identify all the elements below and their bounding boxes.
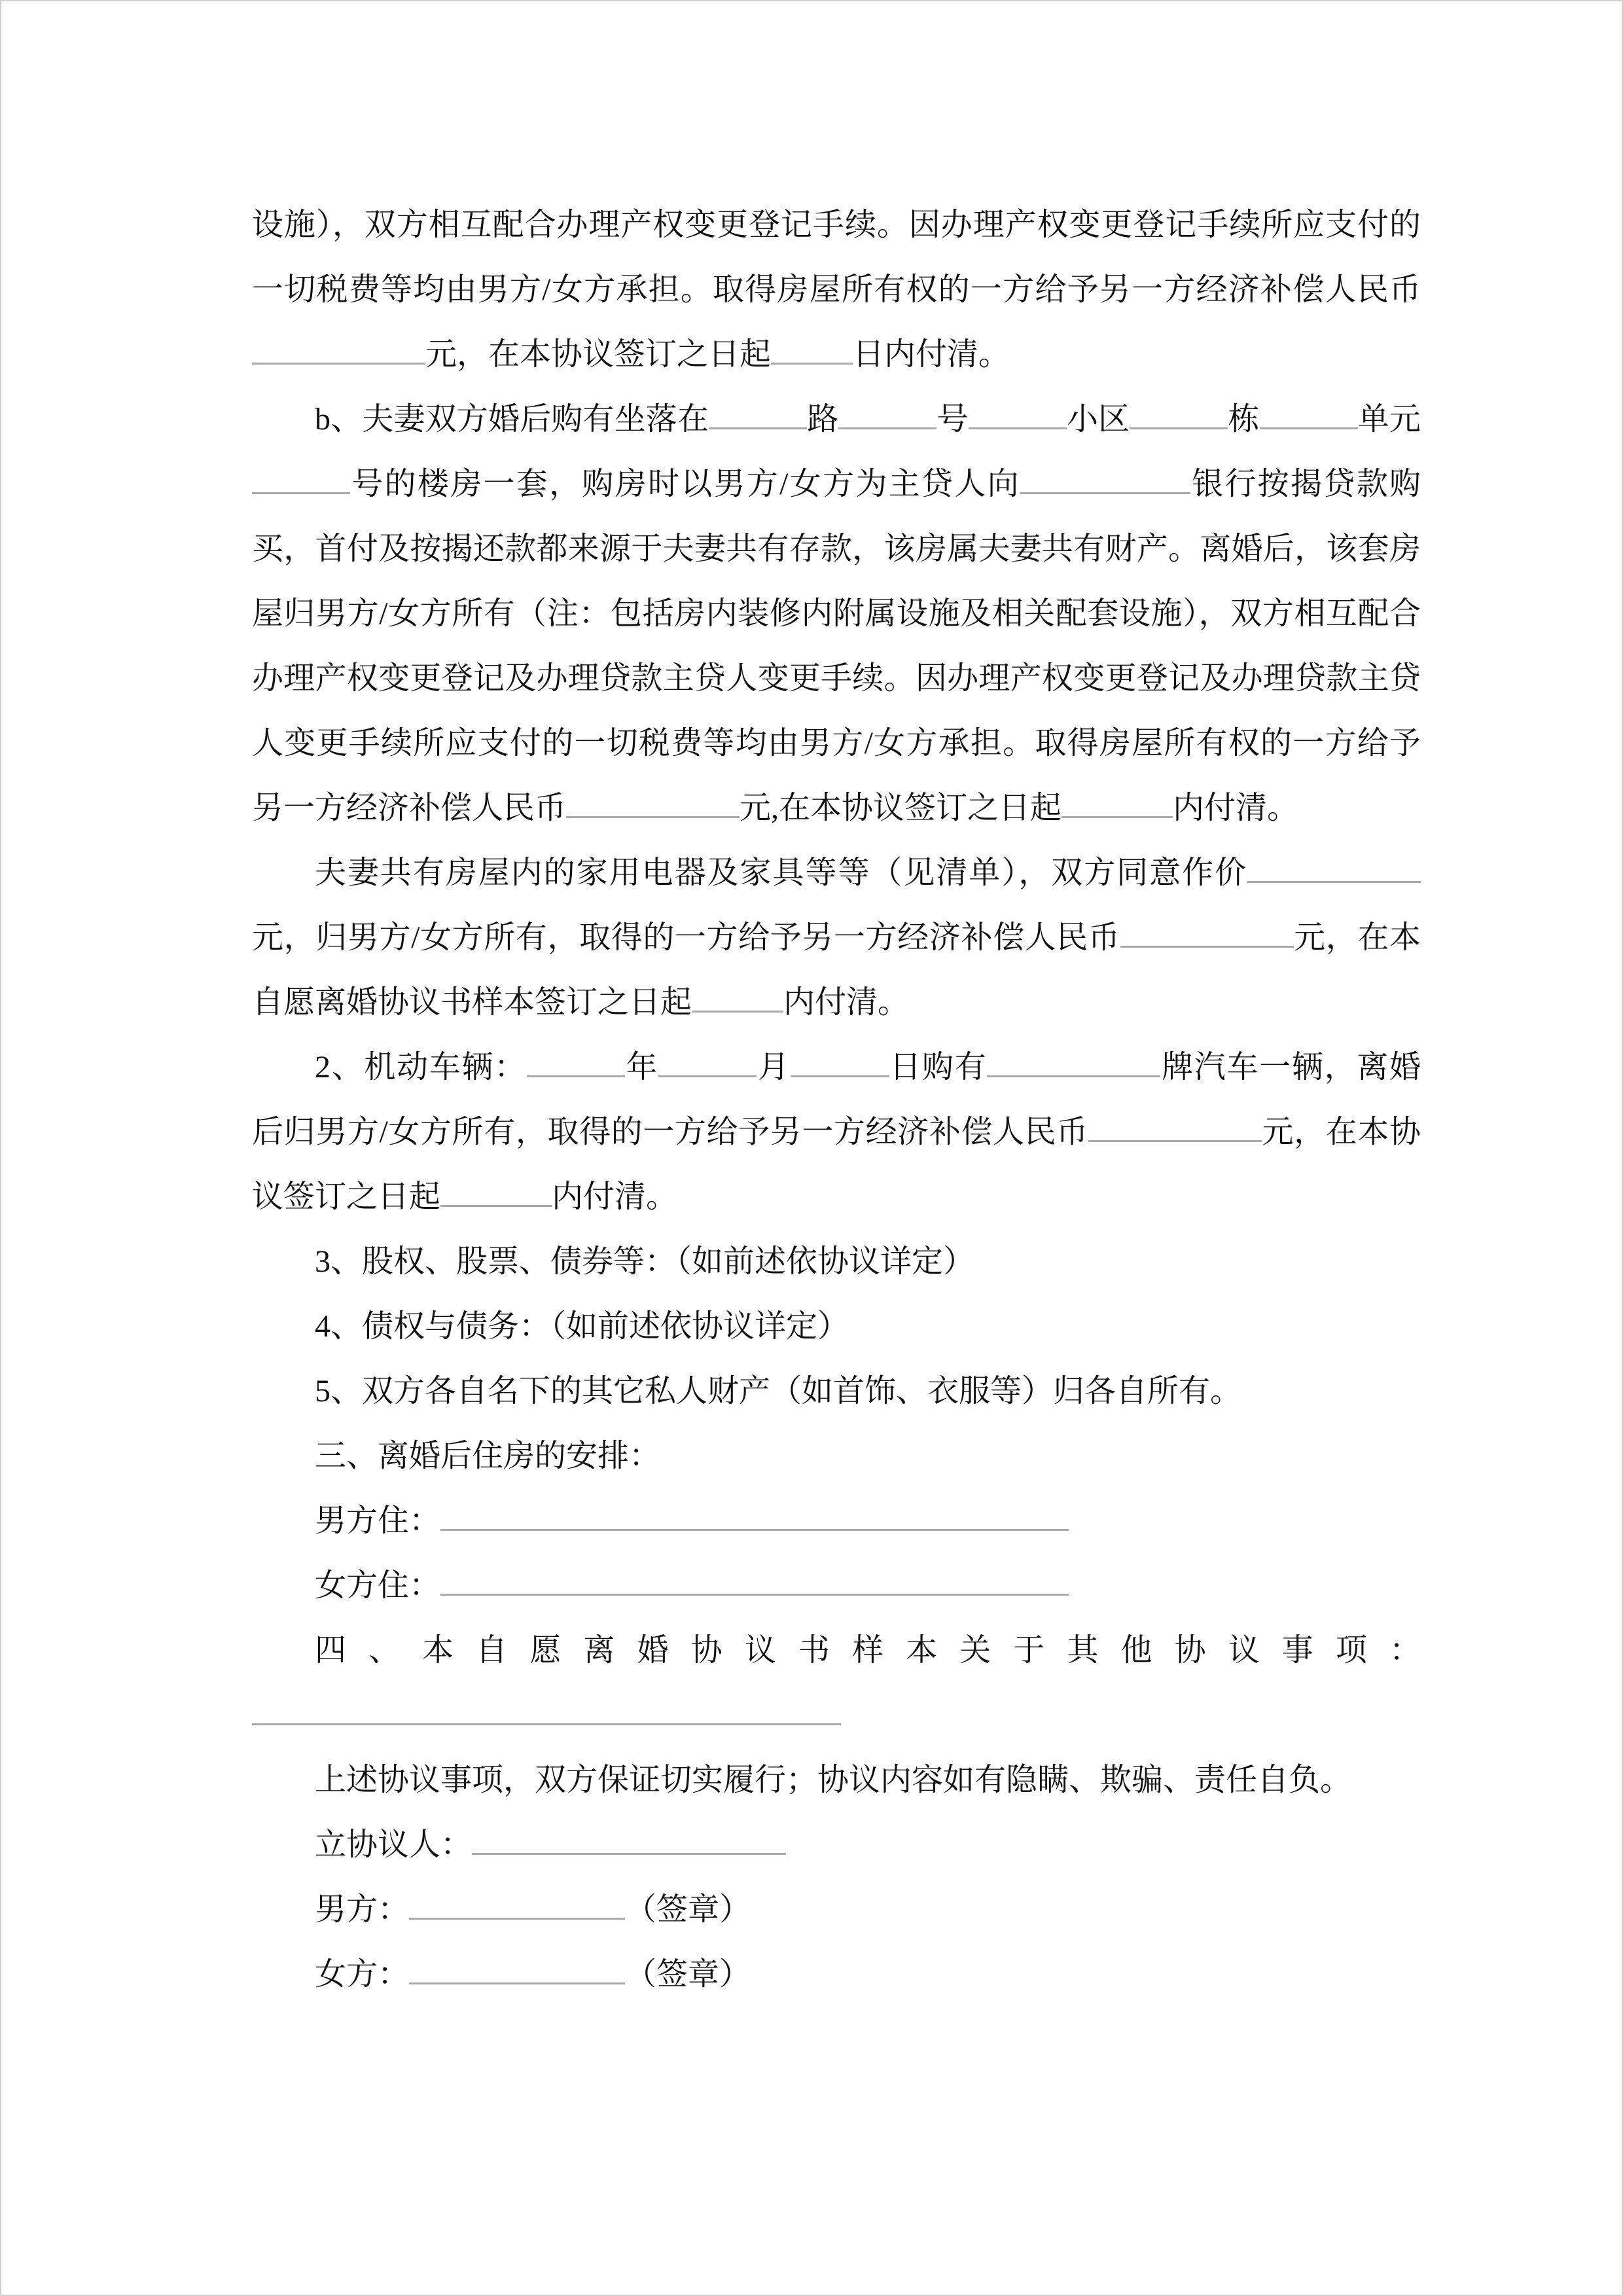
- text-run: 号: [936, 402, 969, 437]
- text-run: 日内付清。: [853, 337, 1010, 372]
- text-run: 立协议人：: [315, 1827, 473, 1862]
- blank-field: [1130, 396, 1228, 429]
- blank-field: [1020, 461, 1190, 494]
- blank-field: [440, 1174, 552, 1207]
- document-body: [252, 192, 1421, 2007]
- text-run: 元，在本协议签订之日起: [252, 1115, 1421, 1214]
- text-run: 单元: [1357, 402, 1421, 437]
- text-run: 月: [757, 1050, 791, 1085]
- text-run: 4、债权与债务：（如前述依协议详定）: [315, 1309, 849, 1344]
- text-run: 元，归男方/女方所有，取得的一方给予另一方经济补偿人民币: [252, 920, 1120, 955]
- blank-field: [1260, 396, 1358, 429]
- text-run: 路: [807, 402, 839, 437]
- blank-field: [791, 1044, 889, 1077]
- text-run: 栋: [1228, 402, 1260, 437]
- text-run: 牌汽车一辆，离婚后归男方/女方所有，取得的一方给予另一方经济补偿人民币: [252, 1050, 1421, 1149]
- paragraph: [252, 1812, 1421, 1877]
- blank-field: [969, 396, 1067, 429]
- blank-field: [252, 1692, 841, 1725]
- paragraph: [252, 1424, 1421, 1488]
- paragraph: [252, 387, 1421, 840]
- blank-field: [252, 461, 350, 494]
- blank-field: [472, 1821, 786, 1855]
- text-run: 内付清。: [552, 1179, 678, 1214]
- paragraph: [252, 192, 1421, 387]
- text-run: 设施），双方相互配合办理产权变更登记手续。因办理产权变更登记手续所应支付的一切税费等均由男方/女方承担。取得房屋所有权的一方给予另一方经济补偿人民币: [252, 207, 1421, 307]
- blank-field: [566, 785, 740, 818]
- blank-field: [658, 1044, 757, 1077]
- text-run: 元,在本协议签订之日起: [740, 791, 1062, 825]
- blank-field: [1061, 785, 1173, 818]
- paragraph: [252, 1359, 1421, 1424]
- text-run: 男方住：: [315, 1503, 441, 1538]
- text-run: 5、双方各自名下的其它私人财产（如首饰、衣服等）归各自所有。: [315, 1374, 1242, 1408]
- blank-field: [987, 1044, 1160, 1077]
- paragraph: [252, 1942, 1421, 2007]
- blank-field: [527, 1044, 625, 1077]
- paragraph: [252, 1553, 1421, 1618]
- blank-field: [1247, 850, 1421, 883]
- text-run: 元，在本协议签订之日起: [425, 337, 772, 372]
- text-run: 夫妻共有房屋内的家用电器及家具等等（见清单），双方同意作价: [315, 855, 1247, 890]
- text-run: 小区: [1066, 402, 1130, 437]
- text-run: 女方：: [315, 1957, 410, 1992]
- blank-field: [709, 396, 807, 429]
- text-run: 男方：: [315, 1892, 410, 1927]
- text-run: 年: [624, 1050, 659, 1085]
- paragraph: [252, 1035, 1421, 1229]
- paragraph: [252, 1877, 1421, 1942]
- text-run: 三、离婚后住房的安排：: [315, 1439, 661, 1473]
- blank-field: [1088, 1109, 1262, 1142]
- text-run: （签章）: [625, 1892, 751, 1927]
- blank-field: [409, 1886, 625, 1920]
- blank-field: [409, 1951, 625, 1984]
- text-run: b、夫妻双方婚后购有坐落在: [315, 402, 709, 437]
- text-run: 2、机动车辆：: [315, 1050, 527, 1085]
- paragraph: [252, 1294, 1421, 1359]
- paragraph: [252, 1618, 1421, 1748]
- blank-field: [1120, 914, 1294, 948]
- text-run: 元，在本自愿离婚协议书样本签订之日起: [252, 920, 1421, 1020]
- blank-field: [440, 1562, 1069, 1596]
- paragraph: [252, 840, 1421, 1035]
- blank-field: [692, 979, 783, 1013]
- text-run: 内付清。: [783, 985, 910, 1020]
- paragraph: [252, 1229, 1421, 1294]
- paragraph: [252, 1488, 1421, 1553]
- blank-field: [771, 331, 853, 365]
- text-run: 银行按揭贷款购买，首付及按揭还款都来源于夫妻共有存款，该房属夫妻共有财产。离婚后，该套房屋归男方/女方所有（注：包括房内装修内附属设施及相关配套设施），双方相互配合办理产权变更登记及办理贷款主贷人变更手续。因办理产权变更登记及办理贷款主贷人变更手续所应支付的一切税费等均由男方/女方承担。取得房屋所有权的一方给予另一方经济补偿人民币: [252, 467, 1421, 825]
- paragraph: [252, 1748, 1421, 1812]
- blank-field: [838, 396, 936, 429]
- text-run: 上述协议事项，双方保证切实履行；协议内容如有隐瞒、欺骗、责任自负。: [315, 1763, 1352, 1797]
- text-run: 3、股权、股票、债券等：（如前述依协议详定）: [315, 1244, 975, 1279]
- blank-field: [252, 331, 425, 365]
- text-run: 内付清。: [1173, 791, 1299, 825]
- text-run: 女方住：: [315, 1568, 441, 1603]
- text-run: 日购有: [888, 1050, 988, 1085]
- blank-field: [440, 1498, 1069, 1531]
- text-run: （签章）: [625, 1957, 751, 1992]
- text-run: 号的楼房一套，购房时以男方/女方为主贷人向: [350, 467, 1020, 501]
- text-run: 四、本自愿离婚协议书样本关于其他协议事项：: [315, 1633, 1421, 1668]
